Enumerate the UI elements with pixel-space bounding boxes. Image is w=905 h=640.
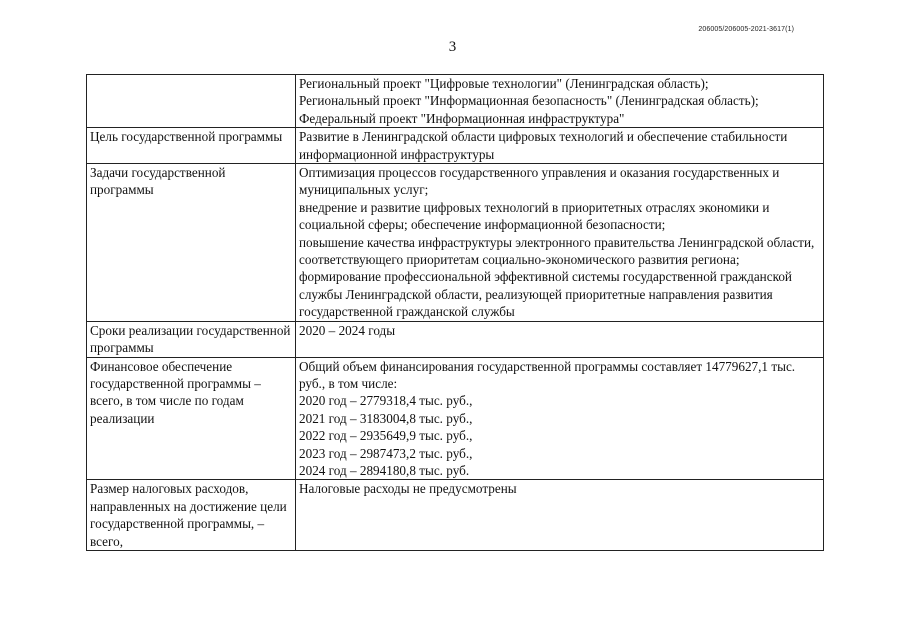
value-text: Федеральный проект "Информационная инфраструктура" <box>299 110 625 126</box>
table-row <box>87 128 824 164</box>
value-text: 2020 год – 2779318,4 тыс. руб., <box>299 393 473 409</box>
value-text: 2020 – 2024 годы <box>299 322 396 338</box>
value-cell <box>296 357 824 480</box>
label-cell <box>87 321 296 357</box>
table-row <box>87 75 824 128</box>
value-text: Региональный проект "Информационная безопасность" (Ленинградская область); <box>299 93 759 109</box>
table-row <box>87 321 824 357</box>
value-text: Региональный проект "Цифровые технологии" (Ленинградская область); <box>299 76 709 91</box>
value-text: Налоговые расходы не предусмотрены <box>299 481 517 497</box>
value-cell <box>296 128 824 164</box>
value-cell <box>296 75 824 128</box>
value-text: повышение качества инфраструктуры электронного правительства Ленинградской области, соответствующего приоритетам социально-экономического развития региона; <box>299 234 815 268</box>
value-text: Общий объем финансирования государственной программы составляет 14779627,1 тыс. руб., в том числе: <box>299 358 796 391</box>
label-text: Финансовое обеспечение государственной программы – всего, в том числе по годам реализации <box>90 358 261 426</box>
value-text: 2021 год – 3183004,8 тыс. руб., <box>299 410 473 426</box>
value-text: 2022 год – 2935649,9 тыс. руб., <box>299 428 473 444</box>
label-text: Размер налоговых расходов, направленных на достижение цели государственной программы, – всего, <box>90 481 287 549</box>
label-cell <box>87 164 296 322</box>
value-text: 2024 год – 2894180,8 тыс. руб. <box>299 462 470 478</box>
label-cell <box>87 357 296 480</box>
document-id: 206005/206005-2021-3617(1) <box>698 26 794 33</box>
label-cell <box>87 480 296 551</box>
label-cell <box>87 75 296 128</box>
value-text: Развитие в Ленинградской области цифровых технологий и обеспечение стабильности информационной инфраструктуры <box>299 129 788 162</box>
page-number: 3 <box>448 39 457 55</box>
table-row <box>87 357 824 480</box>
value-cell <box>296 480 824 551</box>
value-cell <box>296 164 824 322</box>
value-text: Оптимизация процессов государственного управления и оказания государственных и муниципальных услуг; <box>299 165 780 198</box>
label-text: Задачи государственной программы <box>90 165 226 198</box>
label-text: Сроки реализации государственной программы <box>90 322 291 356</box>
value-text: формирование профессиональной эффективной системы государственной гражданской службы Ленинградской области, реализующей приоритетные направления развития государственной гражданской службы <box>299 269 792 320</box>
value-text: 2023 год – 2987473,2 тыс. руб., <box>299 445 473 461</box>
program-passport-table <box>86 74 824 551</box>
table-row <box>87 480 824 551</box>
table-row <box>87 164 824 322</box>
value-text: внедрение и развитие цифровых технологий в приоритетных отраслях экономики и социальной сферы; обеспечение информационной безопасности; <box>299 199 770 233</box>
label-cell <box>87 128 296 164</box>
label-text: Цель государственной программы <box>90 129 283 145</box>
value-cell <box>296 321 824 357</box>
